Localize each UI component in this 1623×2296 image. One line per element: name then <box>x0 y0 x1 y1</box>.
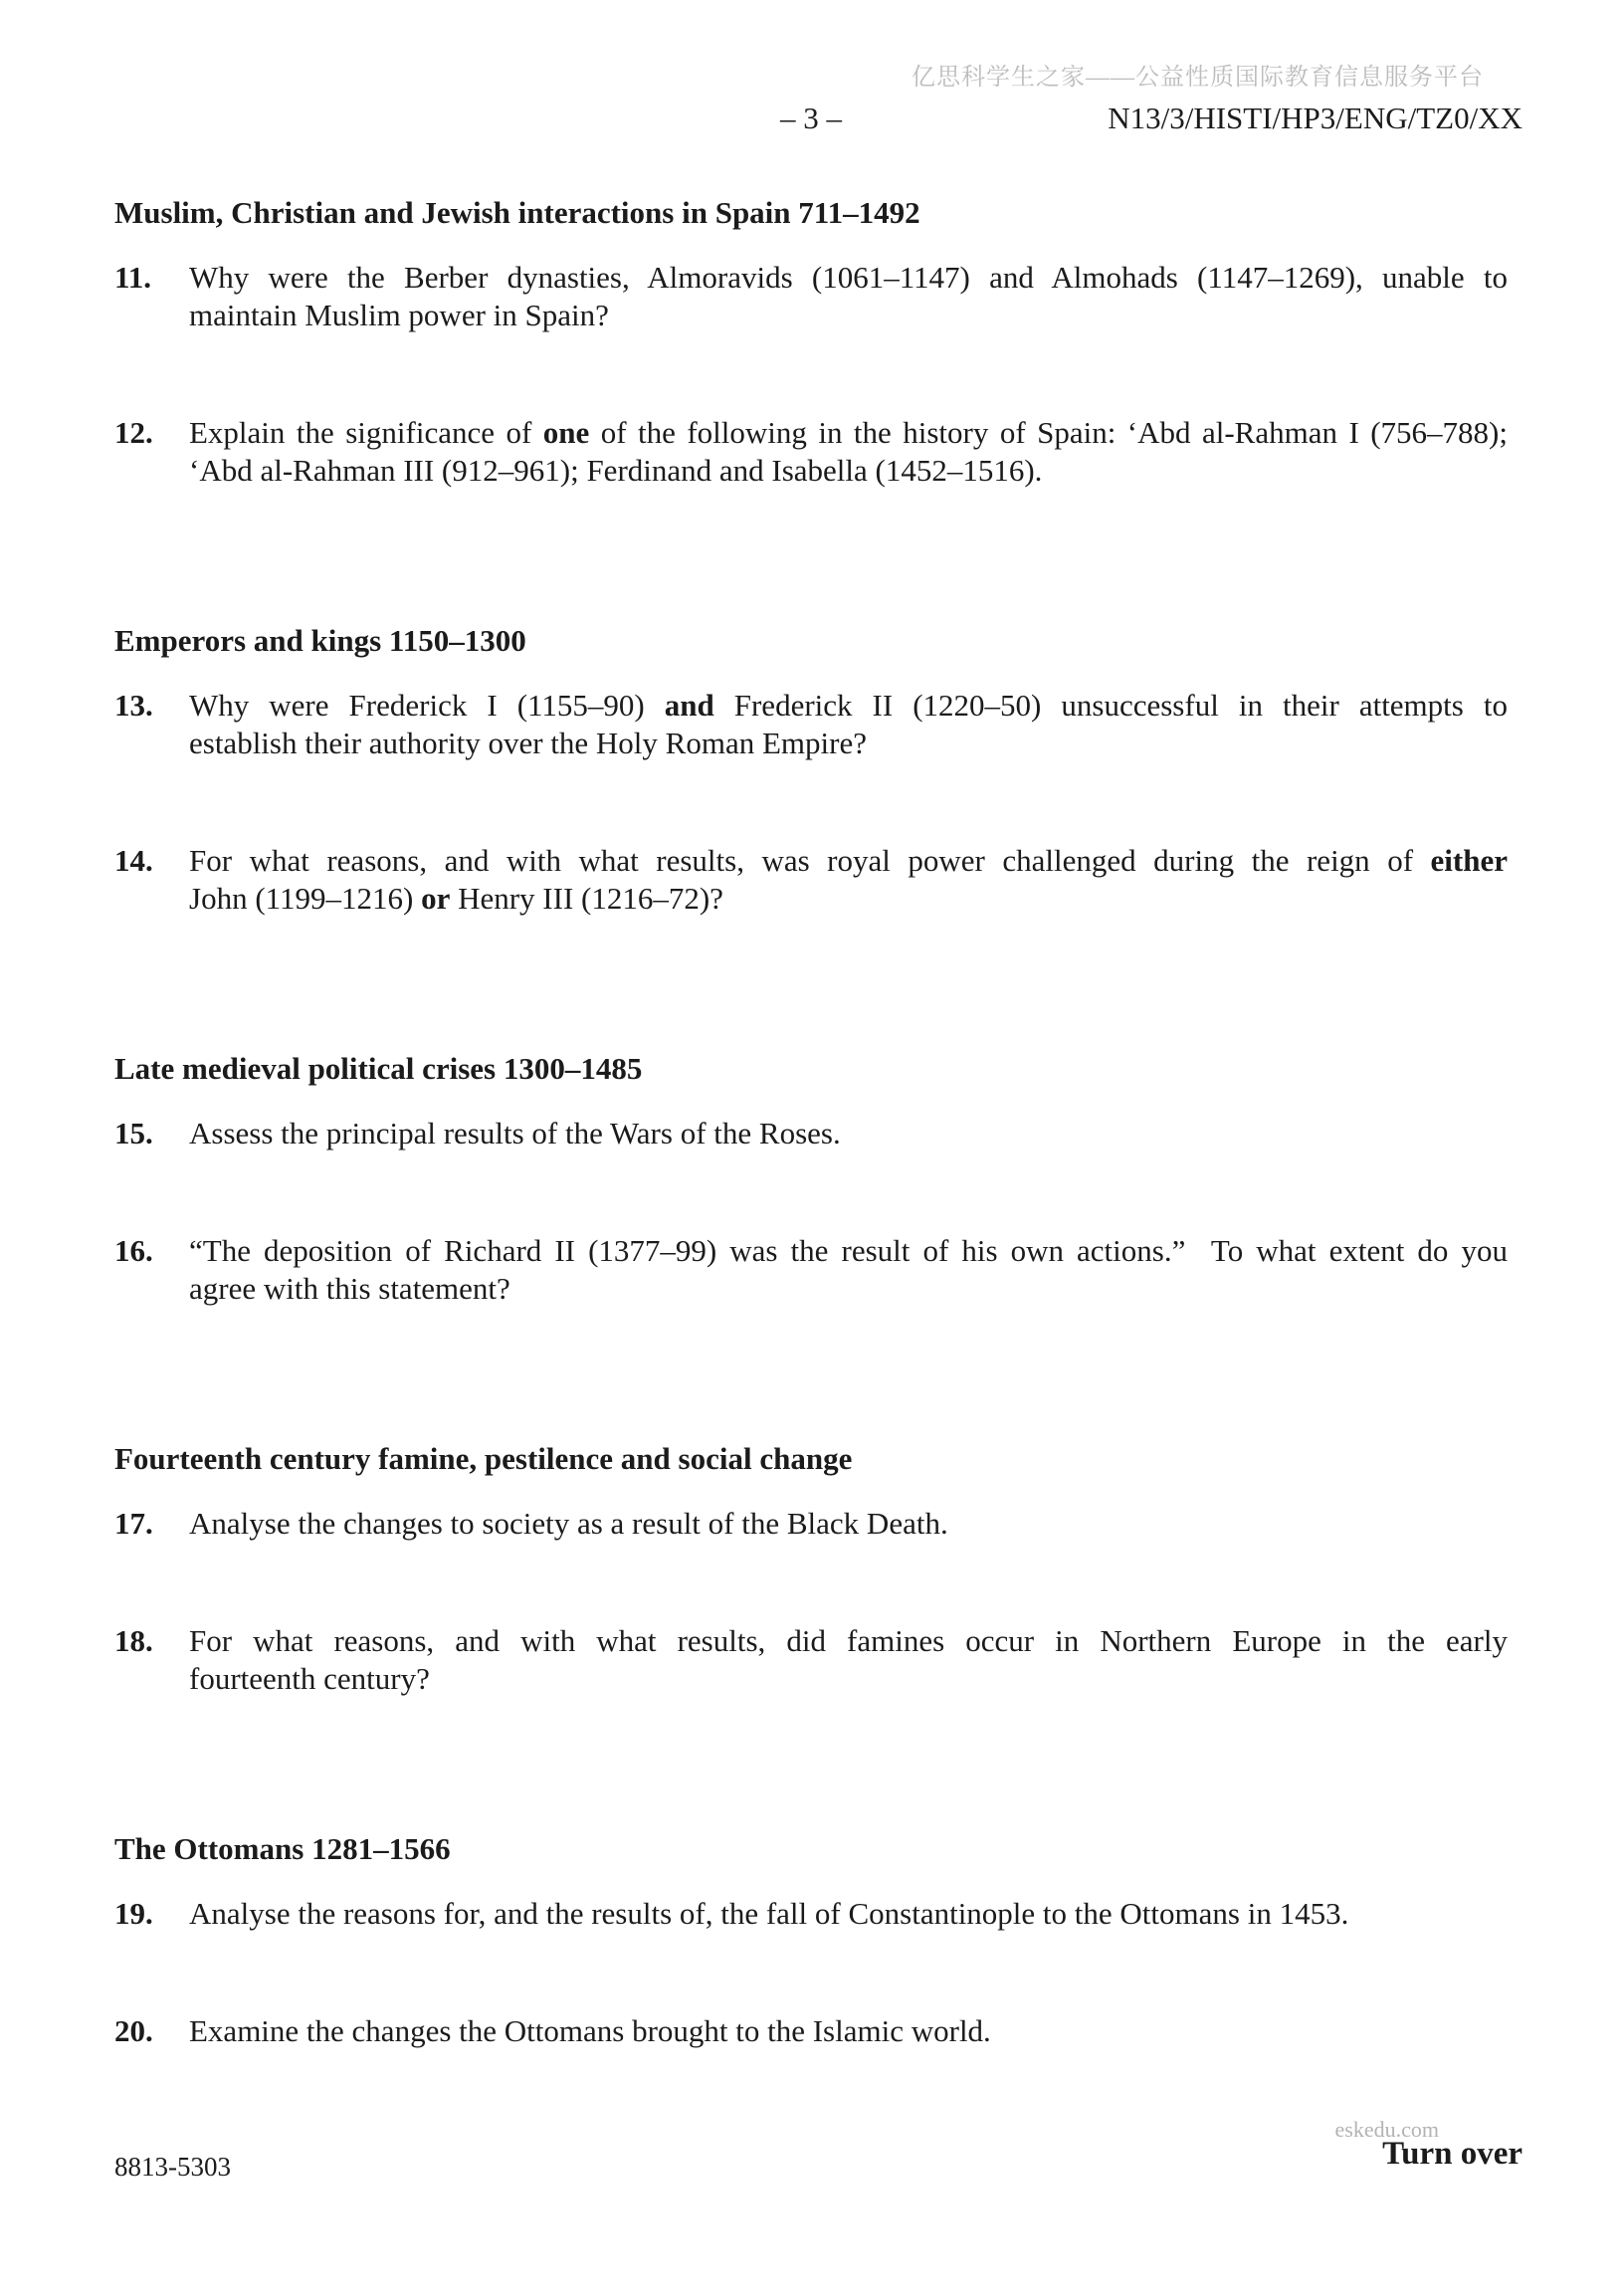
plain-text: maintain Muslim power in Spain? <box>189 298 609 332</box>
question-number: 11. <box>114 260 152 295</box>
reference-code: 8813-5303 <box>114 2152 231 2182</box>
question-line <box>189 1622 1508 1660</box>
question-line <box>189 880 1508 918</box>
plain-text: Analyse the reasons for, and the results of, the fall of Constantinople to the Ottomans in 1453. <box>189 1896 1349 1931</box>
section-heading: Muslim, Christian and Jewish interactions in Spain 711–1492 <box>114 195 920 230</box>
page-number: – 3 – <box>780 101 842 135</box>
question <box>114 687 1508 762</box>
question-line <box>189 687 1508 725</box>
top-watermark: 亿思科学生之家——公益性质国际教育信息服务平台 <box>912 65 1484 91</box>
question <box>114 1232 1508 1308</box>
plain-text: establish their authority over the Holy Roman Empire? <box>189 726 867 760</box>
question-line <box>189 725 1508 762</box>
question-number: 16. <box>114 1233 153 1268</box>
question-line <box>189 2012 1508 2050</box>
plain-text: fourteenth century? <box>189 1661 430 1696</box>
section-heading: Late medieval political crises 1300–1485 <box>114 1051 643 1086</box>
plain-text: For what reasons, and with what results, did famines occur in Northern Europe in the early <box>189 1623 1508 1658</box>
question-text <box>189 2012 1508 2050</box>
question-line <box>189 1660 1508 1698</box>
plain-text: Explain the significance of <box>189 415 543 450</box>
question-line <box>189 1270 1508 1308</box>
question-number: 12. <box>114 415 153 450</box>
question-number: 15. <box>114 1116 153 1150</box>
question <box>114 1115 1508 1152</box>
plain-text: Frederick II (1220–50) unsuccessful in their attempts to <box>713 688 1508 723</box>
question <box>114 2012 1508 2050</box>
plain-text: ‘Abd al-Rahman III (912–961); Ferdinand and Isabella (1452–1516). <box>189 453 1043 488</box>
plain-text: John (1199–1216) <box>189 881 422 916</box>
question-section <box>114 194 1508 490</box>
plain-text: Examine the changes the Ottomans brought to the Islamic world. <box>189 2013 991 2048</box>
paper-code: N13/3/HISTI/HP3/ENG/TZ0/XX <box>1108 101 1522 135</box>
question-section <box>114 1830 1508 2050</box>
plain-text: agree with this statement? <box>189 1271 510 1306</box>
plain-text: Analyse the changes to society as a result of the Black Death. <box>189 1506 948 1541</box>
question <box>114 1895 1508 1933</box>
question-text <box>189 687 1508 762</box>
question-number: 13. <box>114 688 153 723</box>
question-number: 17. <box>114 1506 153 1541</box>
question-number: 18. <box>114 1623 153 1658</box>
question <box>114 259 1508 334</box>
section-heading: The Ottomans 1281–1566 <box>114 1831 451 1866</box>
turn-over-label: Turn over <box>1382 2136 1522 2172</box>
question-text <box>189 259 1508 334</box>
question-number: 20. <box>114 2013 153 2048</box>
question-line <box>189 842 1508 880</box>
question-line <box>189 452 1508 490</box>
question-text <box>189 1232 1508 1308</box>
emphasis-text: and <box>664 688 714 723</box>
section-heading: Fourteenth century famine, pestilence and social change <box>114 1441 853 1476</box>
question-section <box>114 1050 1508 1308</box>
plain-text: Why were the Berber dynasties, Almoravids (1061–1147) and Almohads (1147–1269), unable to <box>189 260 1508 295</box>
question-text <box>189 1895 1508 1933</box>
question-text <box>189 414 1508 490</box>
emphasis-text: or <box>421 881 451 916</box>
bottom-watermark: eskedu.com <box>1334 2117 1439 2142</box>
plain-text: Henry III (1216–72)? <box>450 881 723 916</box>
question-line <box>189 1115 1508 1152</box>
plain-text: of the following in the history of Spain: ‘Abd al-Rahman I (756–788); <box>589 415 1508 450</box>
question-line <box>189 1232 1508 1270</box>
question-text <box>189 1505 1508 1543</box>
question <box>114 414 1508 490</box>
emphasis-text: one <box>542 415 590 450</box>
question-line <box>189 1505 1508 1543</box>
section-heading: Emperors and kings 1150–1300 <box>114 623 526 658</box>
plain-text: Assess the principal results of the Wars of the Roses. <box>189 1116 841 1150</box>
plain-text: For what reasons, and with what results, was royal power challenged during the reign of <box>189 843 1431 878</box>
question-section <box>114 622 1508 918</box>
question-line <box>189 1895 1508 1933</box>
question-number: 19. <box>114 1896 153 1931</box>
question-text <box>189 1115 1508 1152</box>
question-line <box>189 297 1508 334</box>
plain-text: “The deposition of Richard II (1377–99) was the result of his own actions.” To what extent do you <box>189 1233 1508 1268</box>
emphasis-text: either <box>1430 843 1508 878</box>
question-text <box>189 1622 1508 1698</box>
question-number: 14. <box>114 843 153 878</box>
question-line <box>189 259 1508 297</box>
question <box>114 1505 1508 1543</box>
question-line <box>189 414 1508 452</box>
question <box>114 842 1508 918</box>
question <box>114 1622 1508 1698</box>
question-section <box>114 1440 1508 1698</box>
plain-text: Why were Frederick I (1155–90) <box>189 688 665 723</box>
question-text <box>189 842 1508 918</box>
